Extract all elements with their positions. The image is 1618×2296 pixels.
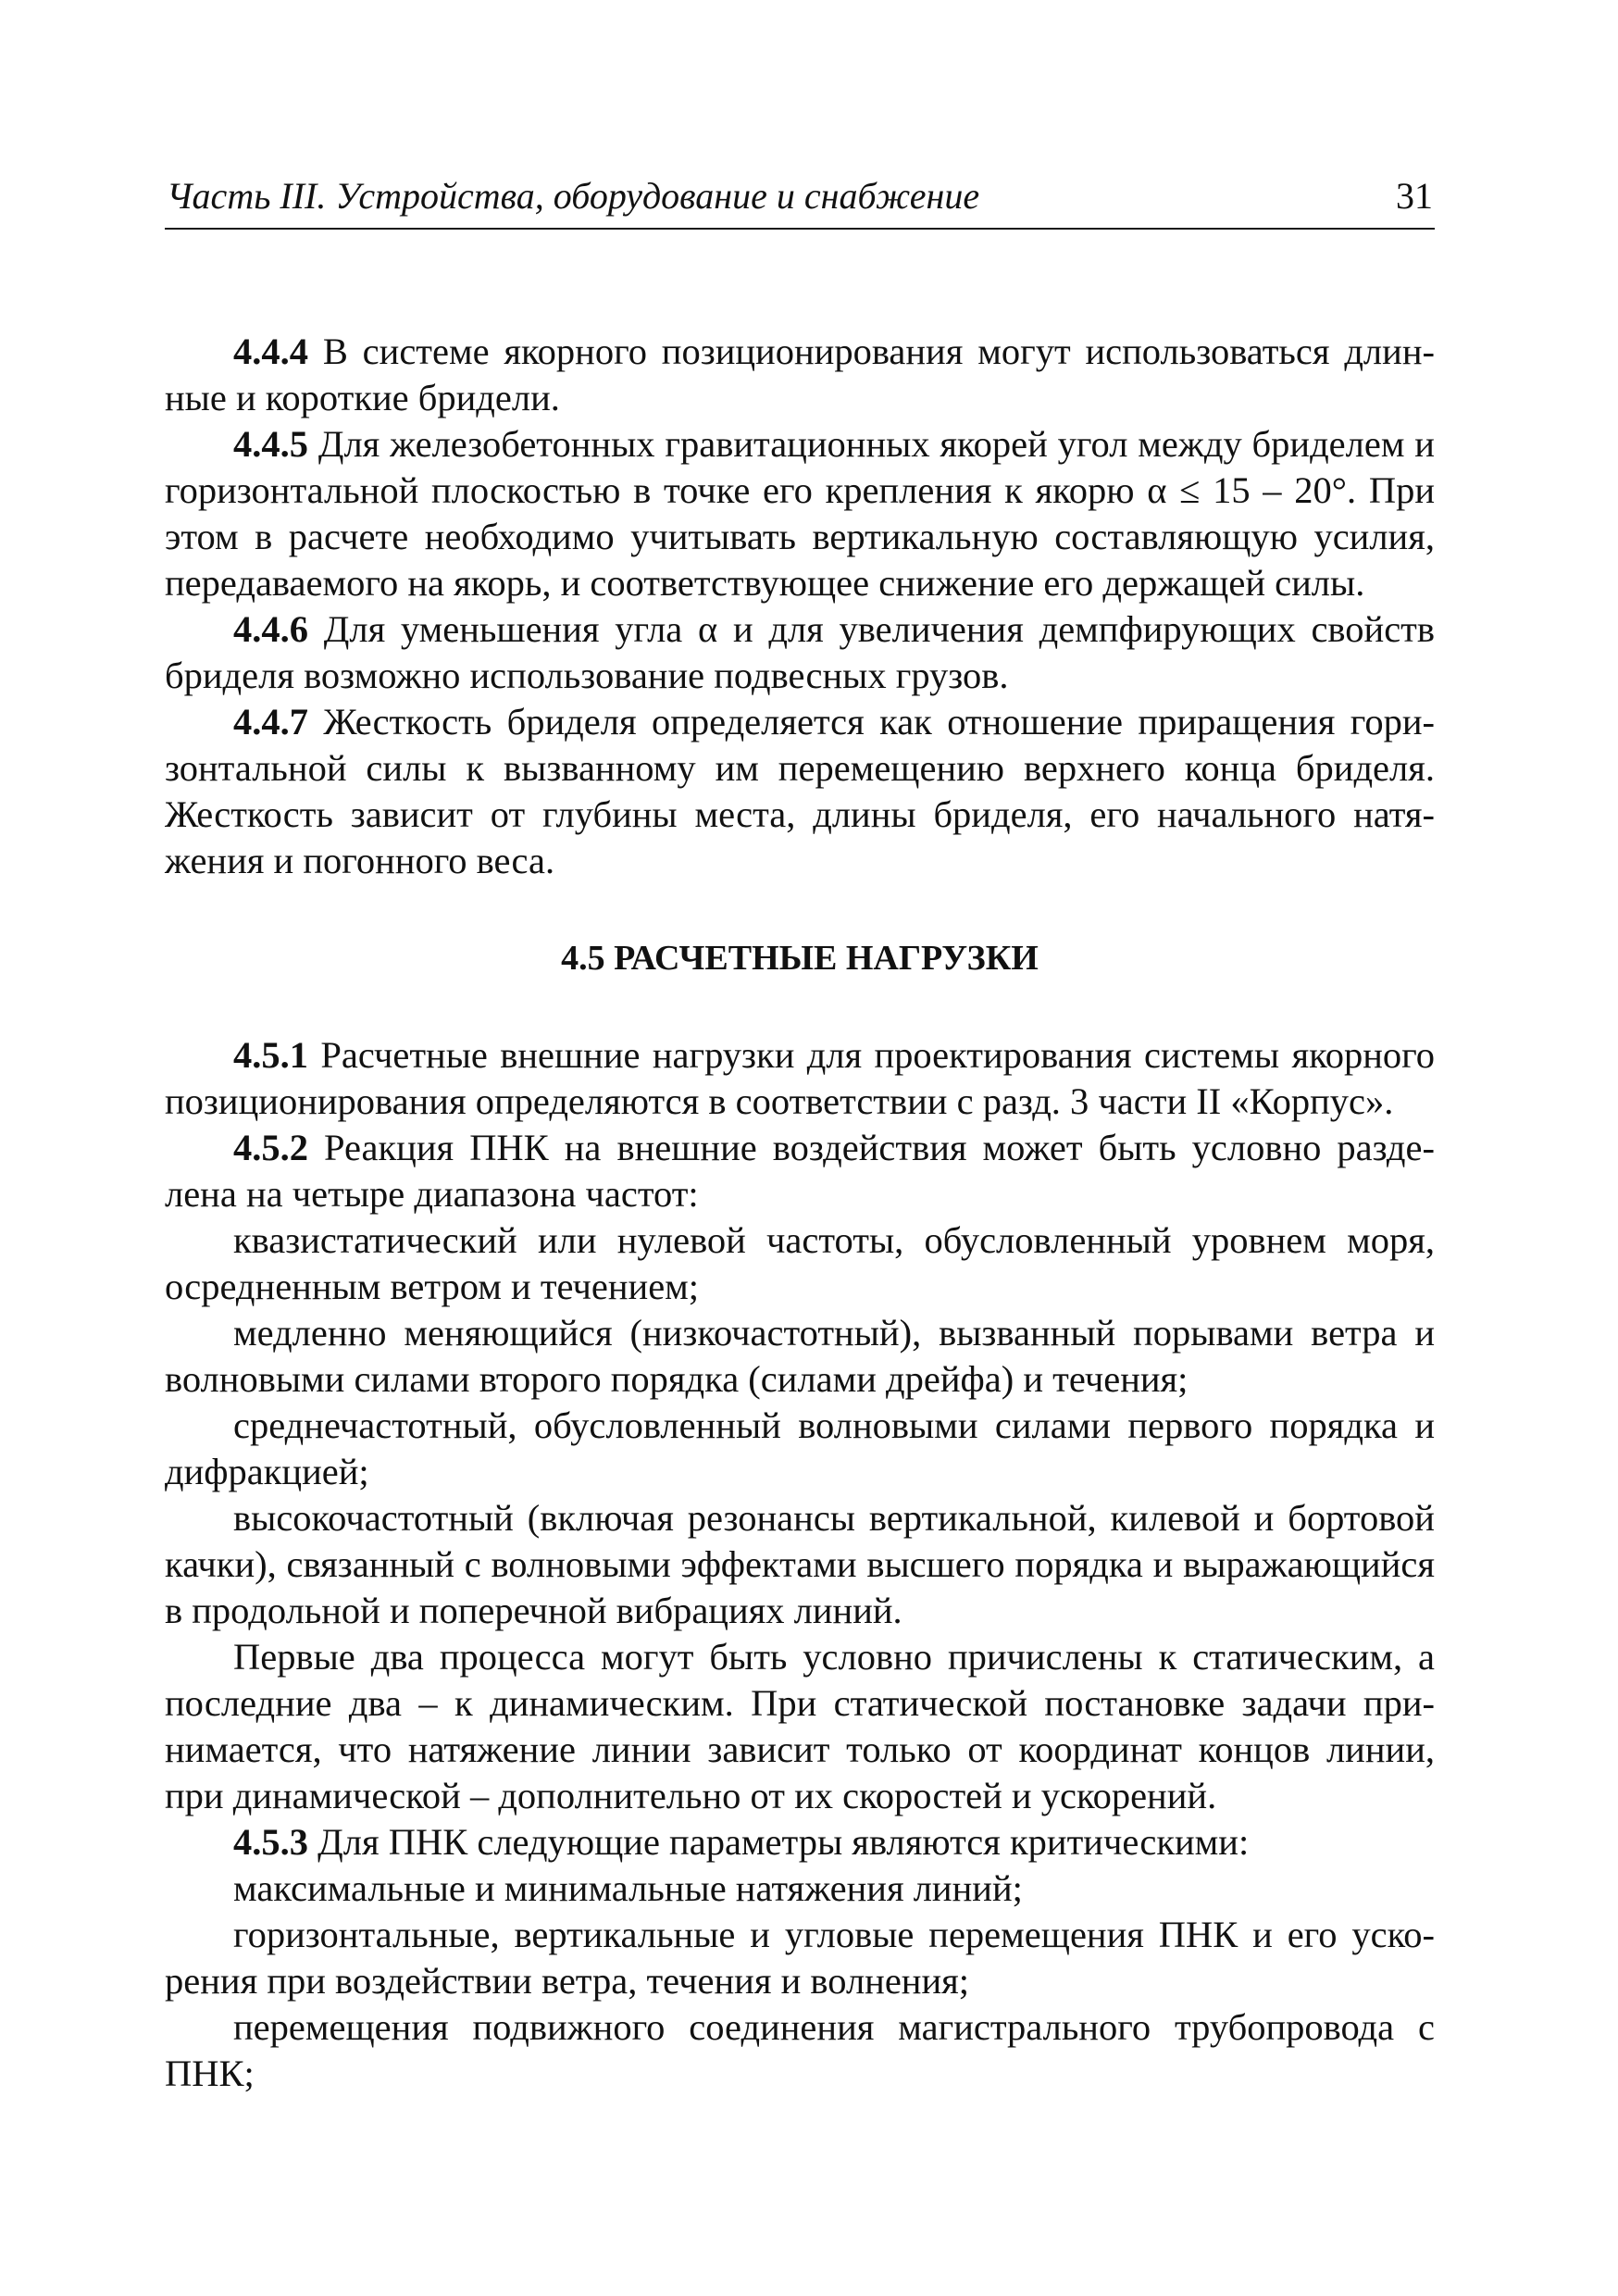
clause-4-4-6	[165, 606, 1435, 699]
list-item: квазистатический или нулевой частоты, обусловленный уровнем моря, осредненным ветром и течением;	[165, 1219, 1435, 1307]
clause-text: В системе якорного позиционирования могут использоваться длинные и короткие бридели.	[165, 331, 1435, 418]
clause-text: Для уменьшения угла α и для увеличения демпфирующих свойств бриделя возможно использование подвесных грузов.	[165, 608, 1435, 696]
list-item: перемещения подвижного соединения магистрального трубопровода с ПНК;	[165, 2006, 1435, 2094]
page-number: 31	[1396, 175, 1433, 217]
clause-text: Реакция ПНК на внешние воздействия может быть условно разделена на четыре диапазона частот:	[165, 1127, 1435, 1215]
running-header	[165, 172, 1435, 230]
clause-text: Для железобетонных гравитационных якорей угол между бриделем и горизонтальной плоскостью в точке его крепления к якорю α ≤ 15 – 20°. При этом в расчете необходимо учитывать вертикальную составляющую усилия, передаваемого на якорь, и соответствующее снижение его держащей силы.	[165, 423, 1435, 604]
clause-4-4-4	[165, 329, 1435, 421]
clause-4-5-1	[165, 1032, 1435, 1125]
clause-number: 4.4.7	[233, 701, 308, 742]
clause-4-5-2	[165, 1125, 1435, 1217]
clause-text: Жесткость бриделя определяется как отношение приращения горизонтальной силы к вызванному им перемещению верхнего конца бриделя. Жесткость зависит от глубины места, длины бриделя, его начального натяжения и погонного веса.	[165, 701, 1435, 881]
section-heading: 4.5 РАСЧЕТНЫЕ НАГРУЗКИ	[561, 939, 1039, 978]
running-header-title: Часть III. Устройства, оборудование и снабжение	[167, 175, 980, 217]
clause-text: Расчетные внешние нагрузки для проектирования системы якорного позиционирования определяются в соответствии с разд. 3 части II «Корпус».	[165, 1034, 1435, 1122]
list-item: горизонтальные, вертикальные и угловые перемещения ПНК и его ускорения при воздействии ветра, течения и волнения;	[165, 1914, 1435, 2002]
list-item: медленно меняющийся (низкочастотный), вызванный порывами ветра и волновыми силами второго порядка (силами дрейфа) и течения;	[165, 1312, 1435, 1400]
clause-number: 4.5.1	[233, 1034, 308, 1076]
list-item: высокочастотный (включая резонансы вертикальной, килевой и бортовой качки), связанный с волновыми эффектами высшего порядка и выражающийся в продольной и поперечной вибрациях линий.	[165, 1497, 1435, 1631]
clause-number: 4.4.6	[233, 608, 308, 650]
clause-text: Для ПНК следующие параметры являются критическими:	[308, 1821, 1250, 1863]
clause-number: 4.4.4	[233, 331, 308, 372]
clause-4-4-7	[165, 699, 1435, 884]
clause-number: 4.5.2	[233, 1127, 308, 1168]
clause-number: 4.5.3	[233, 1821, 308, 1863]
clause-4-5-3	[165, 1819, 1435, 1866]
list-item: максимальные и минимальные натяжения линий;	[233, 1867, 1023, 1909]
clause-4-4-5	[165, 421, 1435, 606]
body-text	[165, 329, 1435, 2097]
paragraph: Первые два процесса могут быть условно причислены к статическим, а последние два – к динамическим. При статической постановке задачи принимается, что натяжение линии зависит только от координат концов линии, при динамической – дополнительно от их скоростей и ускорений.	[165, 1636, 1435, 1816]
list-item: среднечастотный, обусловленный волновыми силами первого порядка и дифракцией;	[165, 1404, 1435, 1492]
clause-number: 4.4.5	[233, 423, 308, 465]
